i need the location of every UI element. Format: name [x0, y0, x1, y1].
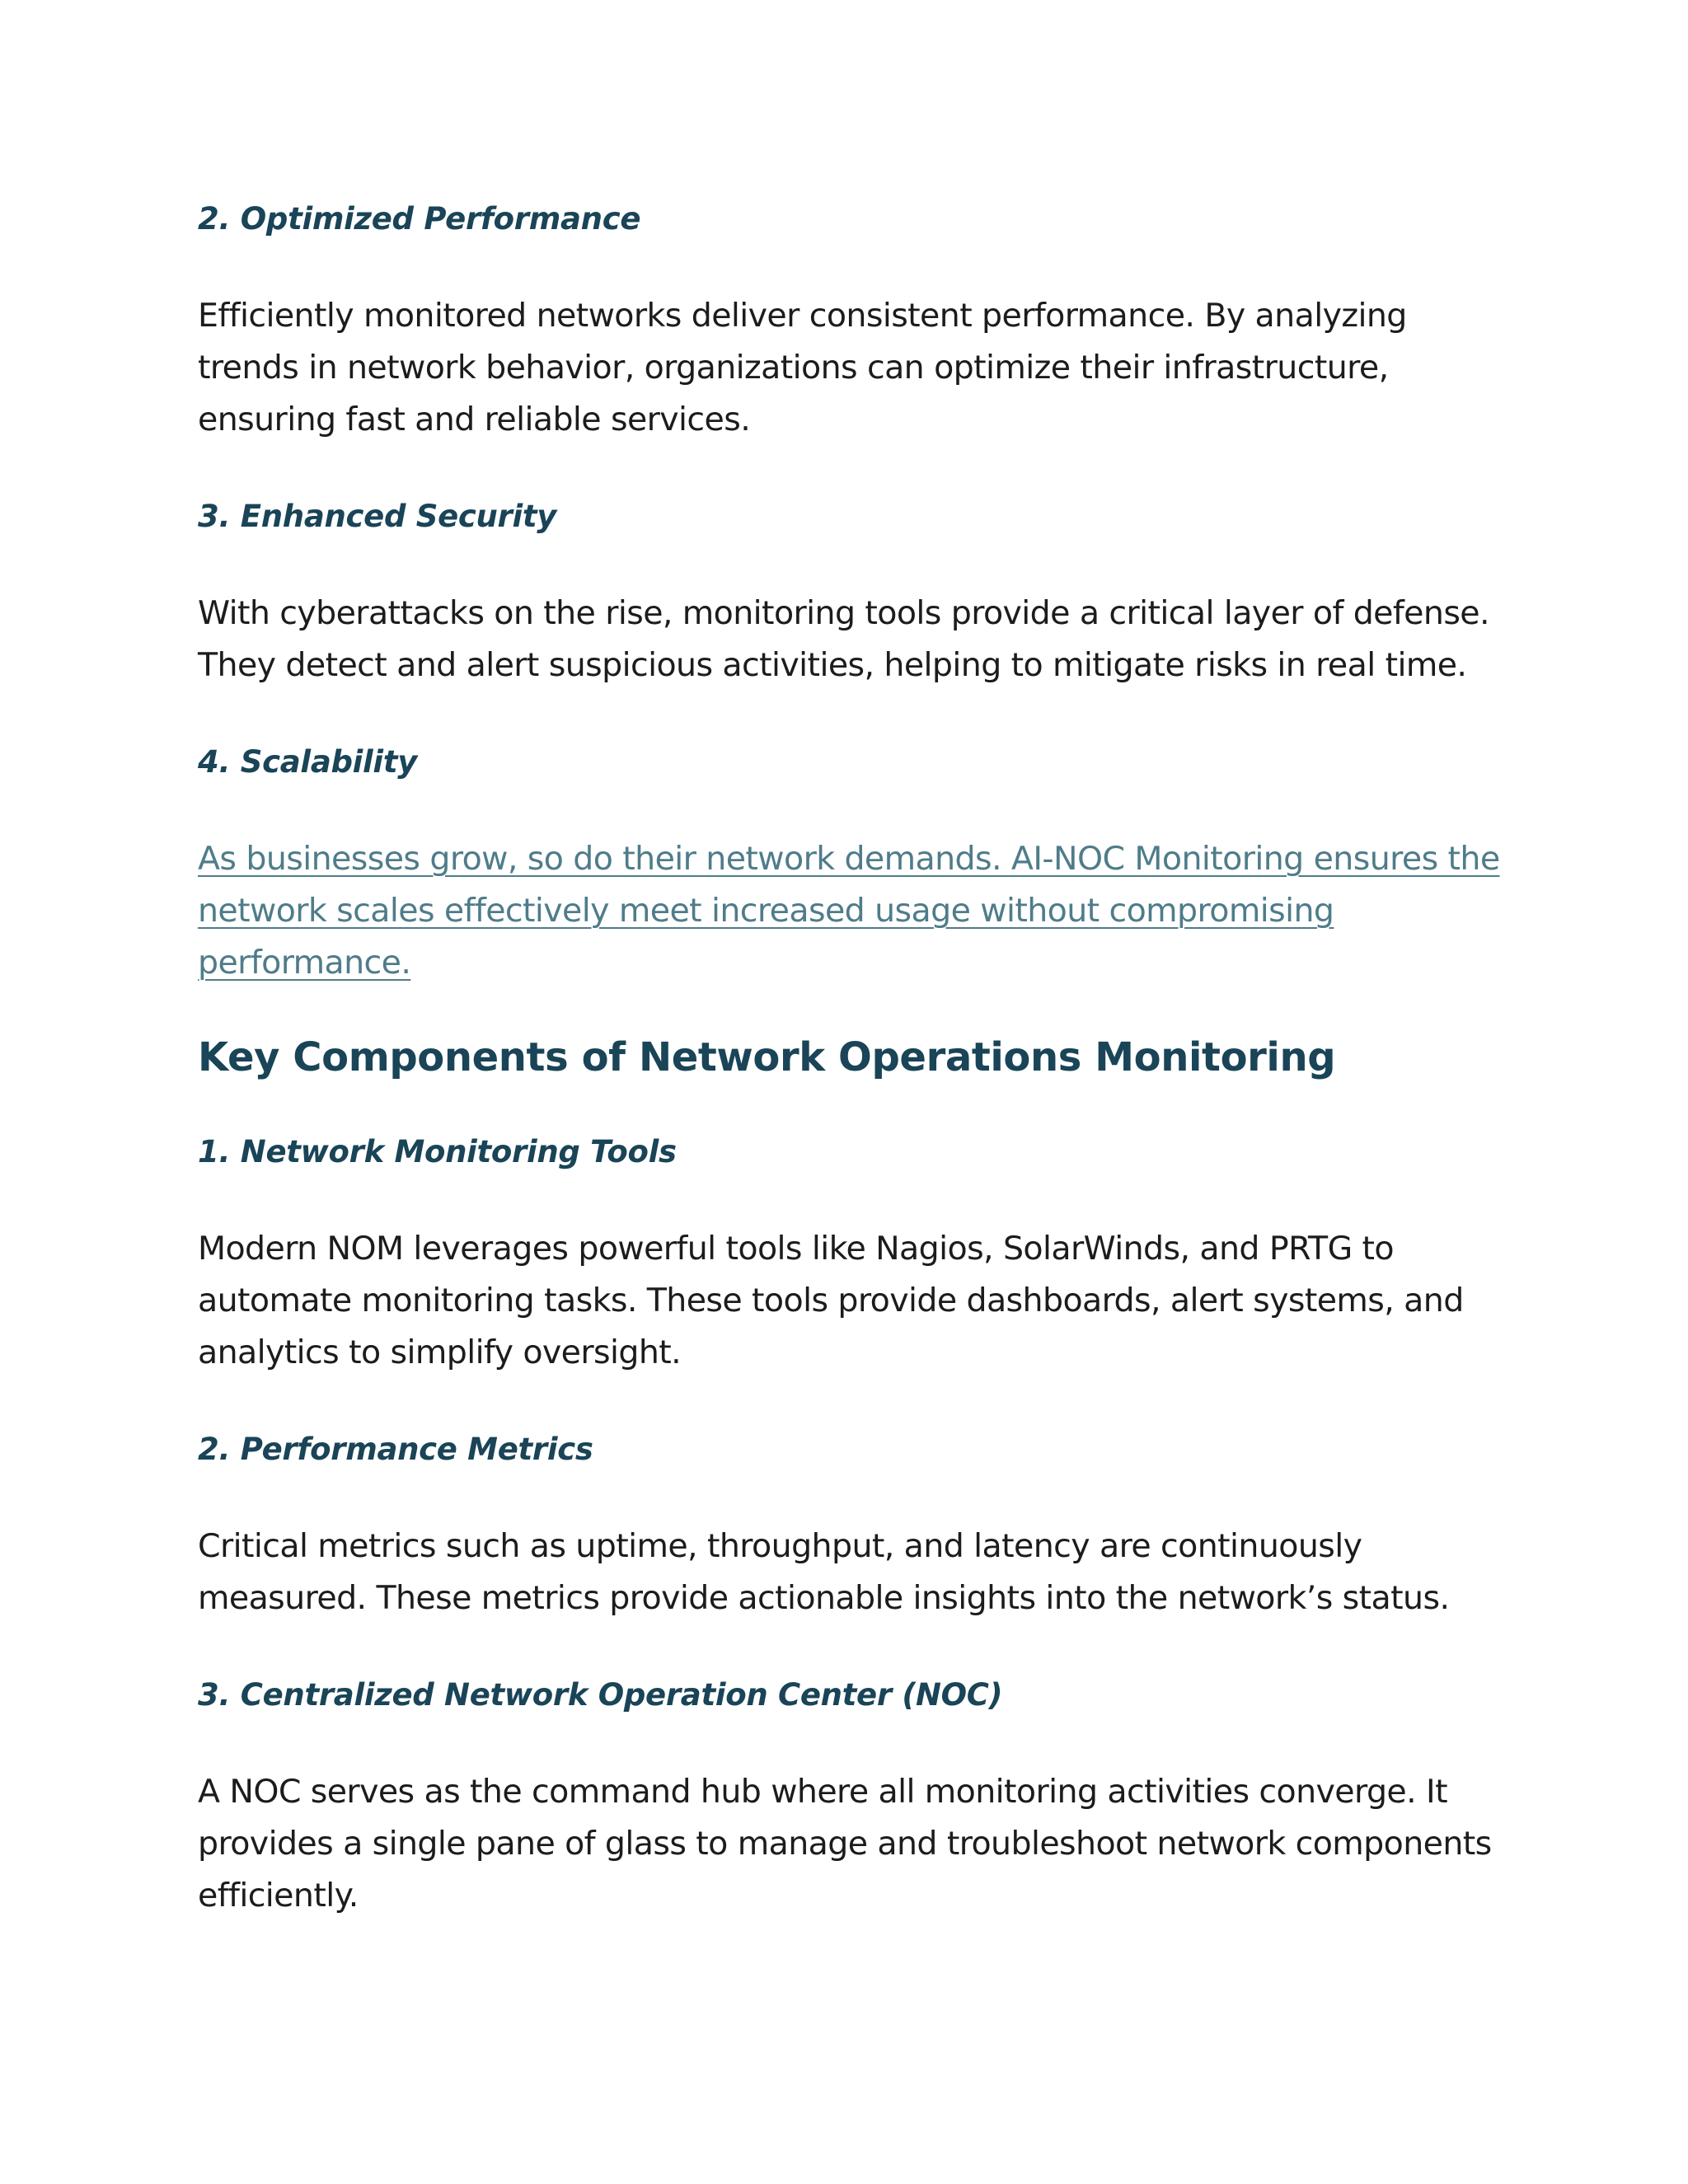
subheading-centralized-noc: 3. Centralized Network Operation Center (NOC) [198, 1677, 1003, 1713]
subheading-optimized-performance: 2. Optimized Performance [198, 201, 641, 237]
text-line: Critical metrics such as uptime, throughput, and latency are continuously [198, 1527, 1362, 1565]
scalability-link[interactable] [198, 833, 1533, 989]
document-content [198, 194, 1533, 1922]
subheading-network-monitoring-tools: 1. Network Monitoring Tools [198, 1134, 677, 1169]
text-line: ensuring fast and reliable services. [198, 401, 751, 438]
text-line: Efficiently monitored networks deliver consistent performance. By analyzing [198, 297, 1407, 335]
subheading-performance-metrics: 2. Performance Metrics [198, 1432, 593, 1467]
text-line: measured. These metrics provide actionable insights into the network’s status. [198, 1579, 1450, 1617]
text-line: automate monitoring tasks. These tools provide dashboards, alert systems, and [198, 1282, 1464, 1319]
subheading-scalability: 4. Scalability [198, 744, 418, 780]
link-line[interactable]: As businesses grow, so do their network demands. AI-NOC Monitoring ensures the [198, 840, 1500, 878]
text-line: analytics to simplify oversight. [198, 1333, 682, 1371]
text-line: Modern NOM leverages powerful tools like Nagios, SolarWinds, and PRTG to [198, 1230, 1394, 1268]
paragraph-performance-metrics [198, 1521, 1533, 1624]
text-line: provides a single pane of glass to manage and troubleshoot network components [198, 1825, 1492, 1863]
text-line: With cyberattacks on the rise, monitoring tools provide a critical layer of defense. [198, 594, 1489, 632]
text-line: They detect and alert suspicious activities, helping to mitigate risks in real time. [198, 646, 1467, 684]
text-line: efficiently. [198, 1877, 359, 1915]
link-line[interactable]: network scales effectively meet increased usage without compromising [198, 892, 1334, 930]
subheading-enhanced-security: 3. Enhanced Security [198, 499, 557, 534]
section-heading-key-components: Key Components of Network Operations Monitoring [198, 1034, 1336, 1080]
text-line: trends in network behavior, organizations can optimize their infrastructure, [198, 349, 1389, 387]
link-line[interactable]: performance. [198, 944, 411, 982]
paragraph-optimized-performance [198, 290, 1533, 446]
paragraph-network-monitoring-tools [198, 1223, 1533, 1379]
paragraph-centralized-noc [198, 1766, 1533, 1922]
paragraph-enhanced-security [198, 588, 1533, 691]
text-line: A NOC serves as the command hub where all monitoring activities converge. It [198, 1773, 1447, 1811]
